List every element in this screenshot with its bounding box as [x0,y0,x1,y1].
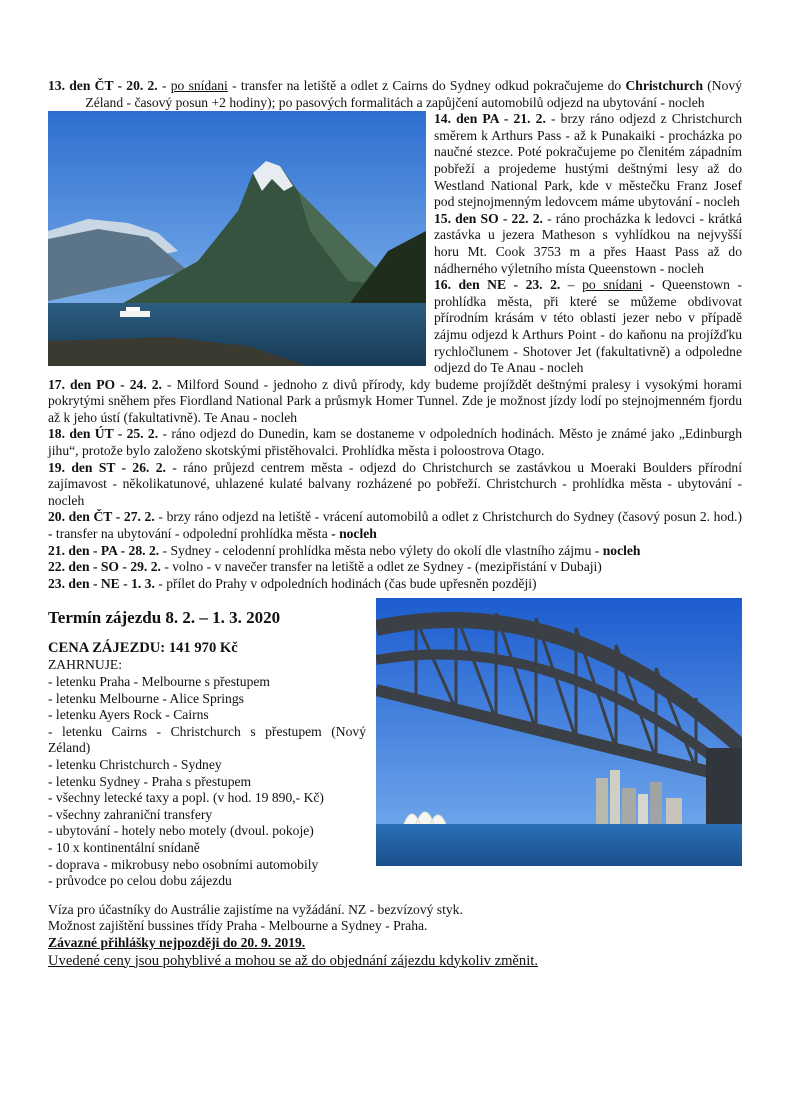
day-16-heading: 16. den NE - 23. 2. [434,277,561,293]
day-18-heading: 18. den ÚT - 25. 2. [48,426,159,442]
day-19-text: - ráno průjezd centrem města - odjezd do Christchurch se zastávkou u Moeraki Boulders přírodní zajímavost - několikatunové, uhlazené kulaté balvany rozházené po pobřeží. Christchurch - prohlídka města - ubytování - nocleh [48,459,742,508]
day-13-text2: (Nový Zéland - časový posun +2 hodiny); po pasových formalitách a zapůjčení automobilů odjezd na ubytování - nocleh [85,78,742,110]
list-item: - ubytování - hotely nebo motely (dvoul. pokoje) [48,823,314,839]
day-16-dash: - [642,277,663,293]
day-14-text: - brzy ráno odjezd z Christchurch směrem k Arthurs Pass - až k Punakaiki - procházka po naučné stezce. Poté pokračujeme po členitém západním pobřeží a projedeme hustými deštnými lesy až do Westland National Park, kde v městečku Franz Josef pod stejnojmenným ledovcem máme ubytování - nocleh [434,111,743,210]
day-13-text: - transfer na letiště a odlet z Cairns do Sydney odkud pokračujeme do [227,78,626,93]
list-item: - všechny zahraniční transfery [48,806,213,822]
day-20-heading: 20. den ČT - 27. 2. [48,509,155,525]
day-18 [48,426,742,459]
day-23-text: - přílet do Prahy v odpoledních hodinách (čas bude upřesněn později) [154,575,537,591]
day-19-heading: 19. den ST - 26. 2. [48,459,166,475]
day-21-heading: 21. den - PA - 28. 2. [48,542,160,558]
day-13-breakfast: po snídani [170,78,228,93]
day-17-text: - Milford Sound - jednoho z divů přírody, kdy budeme projíždět deštnými pralesy i vysokými horami pokrytými sněhem přes Fiordland National Park a průsmyk Homer Tunnel. Zde je možnost jízdy lodí po stejnojmenném fjordu až k jeho ústí (fakultativně). Te Anau - nocleh [48,376,742,425]
day-21-nocleh: nocleh [602,542,641,558]
milford-sound-photo [48,111,426,366]
list-item: - doprava - mikrobusy nebo osobními automobily [48,856,319,872]
day-15-heading: 15. den SO - 22. 2. [434,210,543,226]
day-16-breakfast: po snídani [582,277,643,293]
day-20-nocleh: nocleh [339,526,377,542]
day-21 [48,543,742,560]
tour-price: CENA ZÁJEZDU: 141 970 Kč [48,640,238,657]
day-13 [48,78,742,111]
includes-label: ZAHRNUJE: [48,657,123,673]
price-note: Uvedené ceny jsou pohyblivé a mohou se až do objednání zájezdu kdykoliv změnit. [48,952,538,969]
list-item: - letenku Ayers Rock - Cairns [48,707,209,723]
day-20-text: - brzy ráno odjezd na letiště - vrácení automobilů a odlet z Christchurch do Sydney (časový posun 2. hod.) - transfer na ubytování - odpolední prohlídka města [48,509,742,542]
day-13-heading: 13. den ČT - 20. 2. [48,78,158,93]
day-22 [48,559,742,576]
list-item: - 10 x kontinentální snídaně [48,839,200,855]
page-content [48,78,742,970]
day-22-heading: 22. den - SO - 29. 2. [48,559,161,575]
day-13-sep: - [157,78,171,93]
day-22-text: - volno - v navečer transfer na letiště a odlet ze Sydney - (mezipřistání v Dubaji) [160,559,602,575]
day-20-dash: - [327,526,340,542]
day-23-heading: 23. den - NE - 1. 3. [48,575,155,591]
day-14-heading: 14. den PA - 21. 2. [434,111,546,127]
day-23 [48,576,742,593]
sydney-harbour-bridge-photo [376,598,742,866]
list-item: - letenku Christchurch - Sydney [48,756,222,772]
visa-note: Víza pro účastníky do Austrálie zajistíme na vyžádání. NZ - bezvízový styk. [48,901,463,917]
day-16-sep: – [560,277,583,293]
tour-dates: Termín zájezdu 8. 2. – 1. 3. 2020 [48,608,281,628]
application-deadline: Závazné přihlášky nejpozději do 20. 9. 2019. [48,934,306,950]
day-16-text: Queenstown - prohlídka města, při které se můžeme obdivovat přírodním krásám v této oblasti jezer nebo v případě zájmu odjezd k Arthurs Point - do kaňonu na projížďku rychločlunem - Shotover Jet (fakultativně) a odpoledne odjezd do Te Anau - nocleh [434,277,743,376]
day-18-text: - ráno odjezd do Dunedin, kam se dostaneme v odpoledních hodinách. Město je známé jako „Edinburgh jihu“, protože bylo založeno skotskými přistěhovalci. Prohlídka města i poloostrova Otago. [48,426,742,459]
list-item: - letenku Praha - Melbourne s přestupem [48,674,270,689]
list-item: - letenku Cairns - Christchurch s přestupem (Nový Zéland) [48,723,366,756]
list-item: - letenku Sydney - Praha s přestupem [48,773,252,789]
list-item: - letenku Melbourne - Alice Springs [48,690,244,706]
list-item: - průvodce po celou dobu zájezdu [48,873,232,889]
day-21-text: - Sydney - celodenní prohlídka města nebo výlety do okolí dle vlastního zájmu - [159,542,603,558]
day-17-heading: 17. den PO - 24. 2. [48,376,162,392]
day-13-christchurch: Christchurch [625,78,704,93]
business-note: Možnost zajištění bussines třídy Praha - Melbourne a Sydney - Praha. [48,918,428,934]
day-17 [48,377,742,427]
day-20 [48,509,742,542]
day-19 [48,460,742,510]
day-15-text: - ráno procházka k ledovci - krátká zastávka u jezera Matheson s vyhlídkou na nejvyšší horu Mt. Cook 3753 m a přes Haast Pass až do nádherného výletního místa Queenstown - nocleh [434,210,742,276]
list-item: - všechny letecké taxy a popl. (v hod. 19 890,- Kč) [48,790,324,806]
